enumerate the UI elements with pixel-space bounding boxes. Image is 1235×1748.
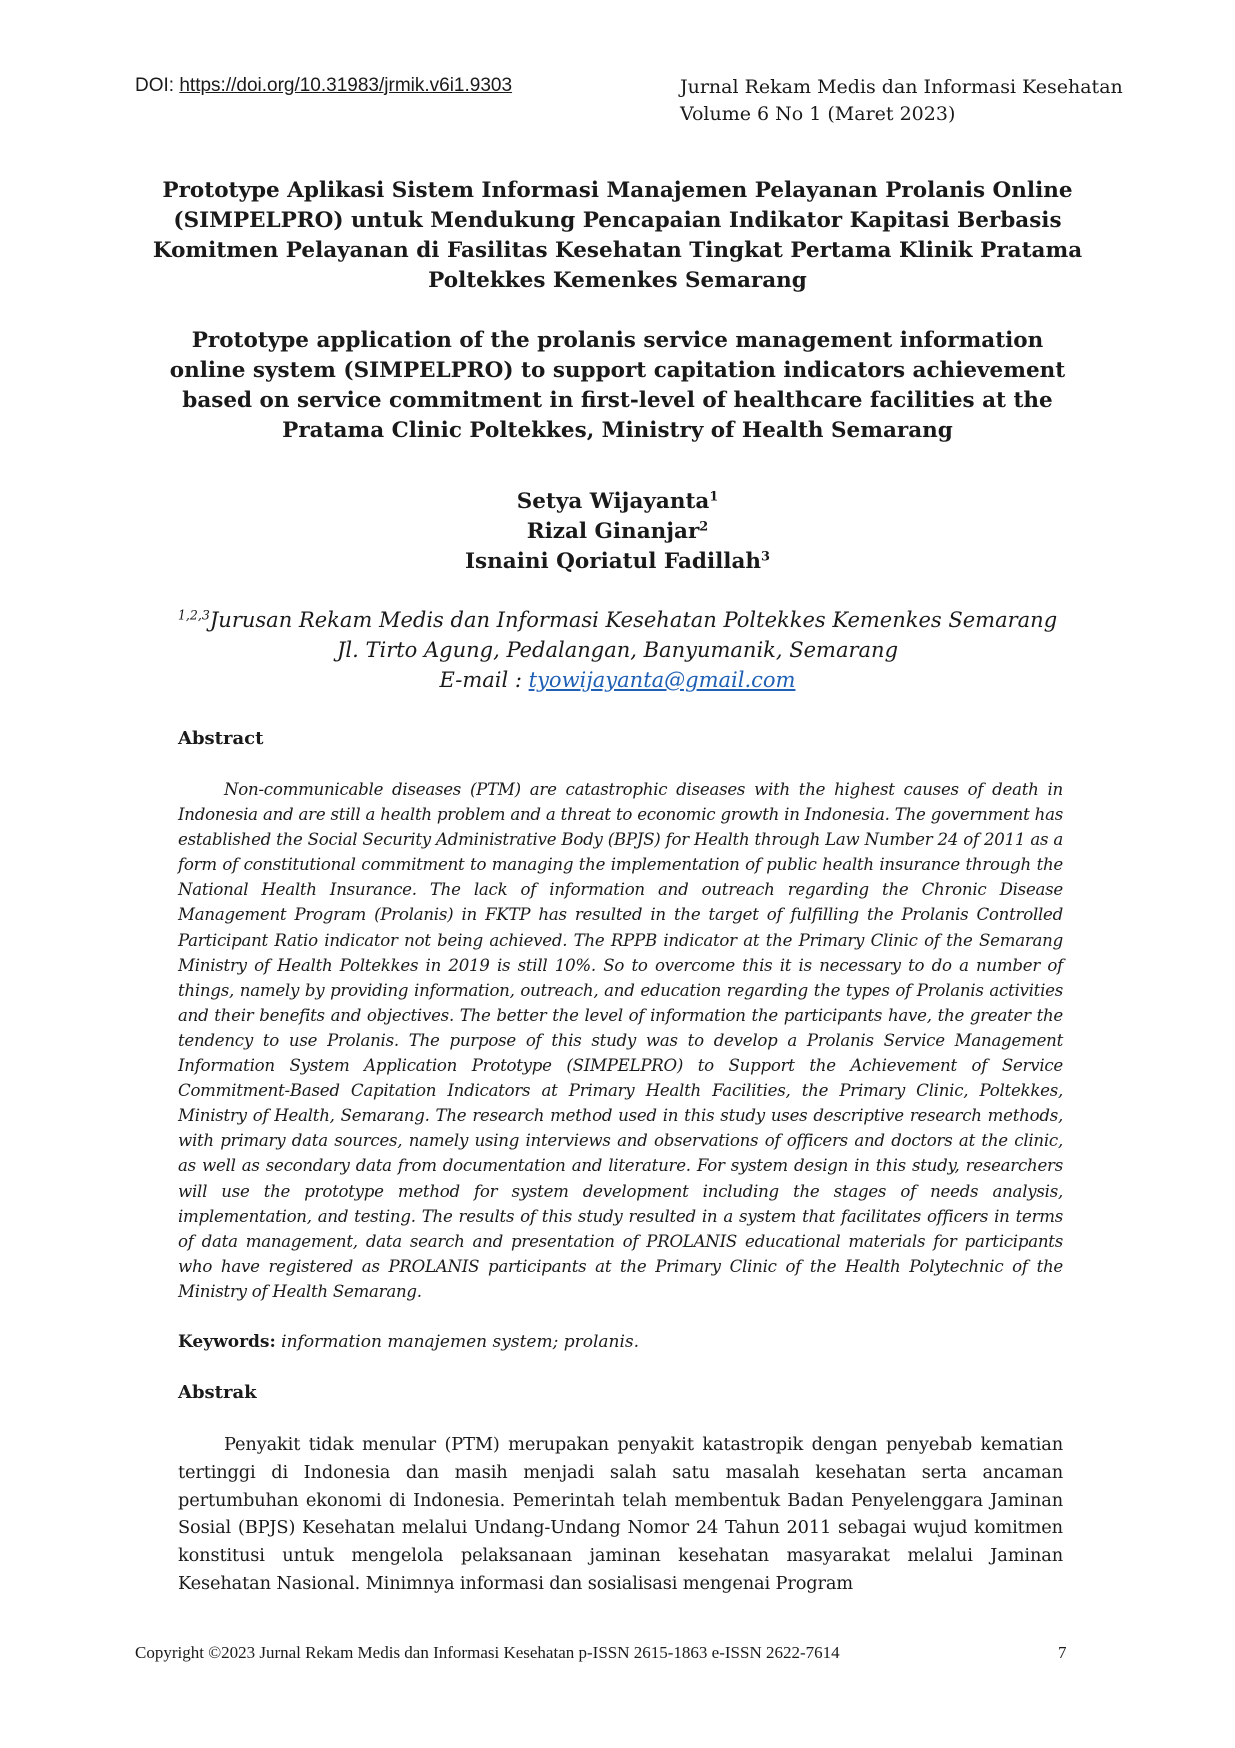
affiliation-email-line (150, 665, 1085, 695)
title-en-line: Prototype application of the prolanis service management information (191, 328, 1044, 353)
author (150, 547, 1085, 577)
title-indonesian (150, 176, 1085, 296)
title-en-line: based on service commitment in first-level of healthcare facilities at the (182, 388, 1053, 413)
affiliation (150, 605, 1085, 695)
journal-name: Jurnal Rekam Medis dan Informasi Kesehatan (680, 76, 1123, 98)
title-english (150, 326, 1085, 446)
doi-line (135, 75, 512, 97)
affiliation-institution-line (150, 605, 1085, 635)
title-id-line: (SIMPELPRO) untuk Mendukung Pencapaian Indikator Kapitasi Berbasis (173, 208, 1062, 233)
abstract-indonesian-text: Penyakit tidak menular (PTM) merupakan penyakit katastropik dengan penyebab kematian tertinggi di Indonesia dan masih menjadi salah satu masalah kesehatan serta ancaman pertumbuhan ekonomi di Indonesia. Pemerintah telah membentuk Badan Penyelenggara Jaminan Sosial (BPJS) Kesehatan melalui Undang-Undang Nomor 24 Tahun 2011 sebagai wujud komitmen konstitusi untuk mengelola pelaksanaan jaminan kesehatan masyarakat melalui Jaminan Kesehatan Nasional. Minimnya informasi dan sosialisasi mengenai Program (178, 1434, 1063, 1594)
author-sup: 1 (709, 489, 719, 505)
author-sup: 3 (761, 549, 770, 565)
keywords-line (178, 1332, 639, 1352)
title-id-line: Prototype Aplikasi Sistem Informasi Manajemen Pelayanan Prolanis Online (162, 178, 1073, 203)
keywords-value: information manajemen system; prolanis. (275, 1332, 640, 1352)
title-en-line: Pratama Clinic Poltekkes, Ministry of Health Semarang (282, 418, 953, 443)
author (150, 487, 1085, 517)
affiliation-sup: 1,2,3 (177, 607, 210, 623)
journal-header (680, 74, 1123, 128)
journal-volume: Volume 6 No 1 (Maret 2023) (680, 103, 956, 125)
page-number: 7 (1058, 1643, 1067, 1662)
doi-link[interactable]: https://doi.org/10.31983/jrmik.v6i1.9303 (179, 75, 513, 96)
footer-copyright: Copyright ©2023 Jurnal Rekam Medis dan Informasi Kesehatan p-ISSN 2615-1863 e-ISSN 2622-7614 (135, 1643, 840, 1662)
author-name: Rizal Ginanjar (526, 519, 700, 544)
affiliation-address: Jl. Tirto Agung, Pedalangan, Banyumanik, Semarang (336, 638, 899, 662)
author-name: Isnaini Qoriatul Fadillah (465, 549, 762, 574)
author-name: Setya Wijayanta (516, 489, 710, 514)
title-en-line: online system (SIMPELPRO) to support capitation indicators achievement (169, 358, 1066, 383)
abstract-heading: Abstract (178, 728, 264, 749)
abstrak-heading: Abstrak (178, 1382, 257, 1403)
abstract-english-text: Non-communicable diseases (PTM) are catastrophic diseases with the highest causes of death in Indonesia and are still a health problem and a threat to economic growth in Indonesia. The government has established the Social Security Administrative Body (BPJS) for Health through Law Number 24 of 2011 as a form of constitutional commitment to managing the implementation of public health insurance through the National Health Insurance. The lack of information and outreach regarding the Chronic Disease Management Program (Prolanis) in FKTP has resulted in the target of fulfilling the Prolanis Controlled Participant Ratio indicator not being achieved. The RPPB indicator at the Primary Clinic of the Semarang Ministry of Health Poltekkes in 2019 is still 10%. So to overcome this it is necessary to do a number of things, namely by providing information, outreach, and education regarding the types of Prolanis activities and their benefits and objectives. The better the level of information the participants have, the greater the tendency to use Prolanis. The purpose of this study was to develop a Prolanis Service Management Information System Application Prototype (SIMPELPRO) to Support the Achievement of Service Commitment-Based Capitation Indicators at Primary Health Facilities, the Primary Clinic, Poltekkes, Ministry of Health, Semarang. The research method used in this study uses descriptive research methods, with primary data sources, namely using interviews and observations of officers and doctors at the clinic, as well as secondary data from documentation and literature. For system design in this study, researchers will use the prototype method for system development including the stages of needs analysis, implementation, and testing. The results of this study resulted in a system that facilitates officers in terms of data management, data search and presentation of PROLANIS educational materials for participants who have registered as PROLANIS participants at the Primary Clinic of the Health Polytechnic of the Ministry of Health Semarang. (178, 780, 1063, 1301)
doi-label: DOI: (135, 75, 180, 96)
affiliation-institution: Jurusan Rekam Medis dan Informasi Kesehatan Poltekkes Kemenkes Semarang (209, 608, 1058, 632)
title-id-line: Poltekkes Kemenkes Semarang (428, 268, 807, 293)
author (150, 517, 1085, 547)
keywords-label: Keywords: (178, 1332, 276, 1352)
author-sup: 2 (699, 519, 709, 535)
email-label: E-mail : (439, 668, 529, 692)
title-id-line: Komitmen Pelayanan di Fasilitas Kesehatan Tingkat Pertama Klinik Pratama (152, 238, 1083, 263)
email-link[interactable]: tyowijayanta@gmail.com (528, 668, 796, 692)
author-list (150, 487, 1085, 577)
